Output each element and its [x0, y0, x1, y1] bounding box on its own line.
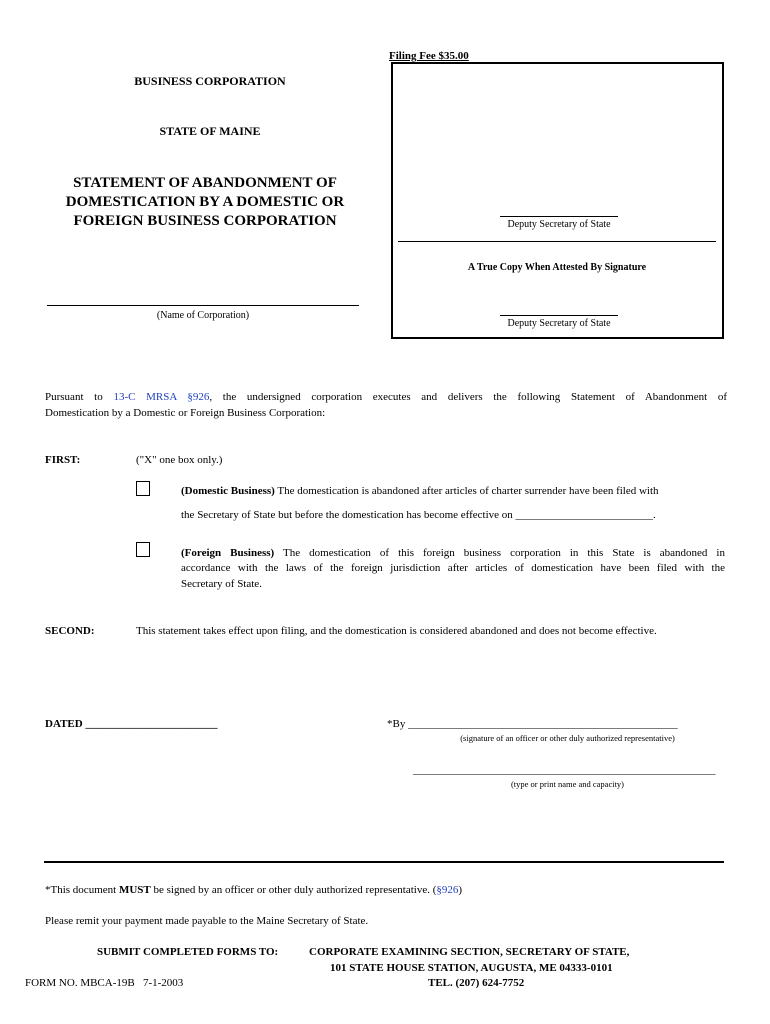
- domestic-option-line-1: [181, 485, 659, 497]
- intro-prefix: Pursuant to: [45, 391, 103, 403]
- state-name: STATE OF MAINE: [159, 124, 261, 138]
- foreign-option-line-3: Secretary of State.: [181, 578, 262, 590]
- foreign-option-title: (Foreign Business): [181, 547, 275, 559]
- signature-field[interactable]: *By _________________________________________________: [387, 718, 678, 730]
- page-title: [30, 174, 380, 231]
- printed-name-field[interactable]: _______________________________________________________: [413, 764, 716, 776]
- foreign-option-line-1: [181, 547, 725, 559]
- title-line-1: STATEMENT OF ABANDONMENT OF: [73, 175, 337, 191]
- domestic-business-checkbox[interactable]: [136, 481, 150, 496]
- second-text: This statement takes effect upon filing, and the domestication is considered abandoned and does not become effective.: [136, 625, 657, 637]
- entity-type: BUSINESS CORPORATION: [134, 74, 286, 88]
- true-copy-label: A True Copy When Attested By Signature: [467, 262, 647, 273]
- dated-field[interactable]: DATED ________________________: [45, 718, 218, 730]
- remit-note: Please remit your payment made payable to the Maine Secretary of State.: [45, 915, 369, 927]
- first-label: FIRST:: [45, 454, 81, 466]
- submit-label: SUBMIT COMPLETED FORMS TO:: [97, 946, 279, 958]
- corporation-name-field[interactable]: [47, 305, 359, 306]
- note-must: MUST: [118, 884, 151, 896]
- first-instruction: ("X" one box only.): [136, 454, 223, 466]
- footer-divider: [44, 861, 724, 863]
- deputy-label-2: Deputy Secretary of State: [507, 318, 611, 329]
- intro-line-2: Domestication by a Domestic or Foreign Business Corporation:: [45, 407, 326, 419]
- corporation-name-caption: (Name of Corporation): [156, 310, 250, 321]
- intro-rest: , the undersigned corporation executes and delivers the following Statement of Abandonment of: [209, 391, 728, 403]
- title-line-3: FOREIGN BUSINESS CORPORATION: [73, 213, 337, 229]
- filing-office-box: [391, 62, 724, 339]
- signing-note: [45, 884, 462, 896]
- statute-link[interactable]: 13-C MRSA §926: [113, 391, 210, 403]
- note-rest: be signed by an officer or other duly authorized representative. (: [150, 884, 437, 896]
- note-end: ): [458, 884, 463, 896]
- foreign-business-checkbox[interactable]: [136, 542, 150, 557]
- submit-address-line-1: CORPORATE EXAMINING SECTION, SECRETARY OF STATE,: [309, 946, 630, 958]
- section-link[interactable]: §926: [436, 884, 459, 896]
- note-prefix: *This document: [45, 884, 119, 896]
- form-number: FORM NO. MBCA-19B 7-1-2003: [25, 977, 184, 989]
- submit-address-line-2: 101 STATE HOUSE STATION, AUGUSTA, ME 04333-0101: [330, 962, 613, 974]
- domestic-option-line-2: the Secretary of State but before the domestication has become effective on _________________________.: [181, 509, 656, 521]
- foreign-option-text: The domestication of this foreign business corporation in this State is abandoned in: [274, 547, 725, 559]
- deputy-signature-line-1: [500, 216, 618, 217]
- signature-caption: (signature of an officer or other duly authorized representative): [460, 733, 675, 743]
- domestic-option-text: The domestication is abandoned after articles of charter surrender have been filed with: [274, 485, 659, 497]
- deputy-label-1: Deputy Secretary of State: [507, 219, 611, 230]
- deputy-signature-line-2: [500, 315, 618, 316]
- domestic-option-title: (Domestic Business): [181, 485, 275, 497]
- submit-phone: TEL. (207) 624-7752: [428, 977, 525, 989]
- second-label: SECOND:: [45, 625, 95, 637]
- box-divider: [398, 241, 716, 242]
- filing-fee: Filing Fee $35.00: [389, 50, 469, 62]
- title-line-2: DOMESTICATION BY A DOMESTIC OR: [65, 194, 345, 210]
- foreign-option-line-2: accordance with the laws of the foreign jurisdiction after articles of domestication have been filed with the: [181, 562, 725, 574]
- intro-line-1: [45, 391, 727, 403]
- printed-name-caption: (type or print name and capacity): [510, 779, 625, 789]
